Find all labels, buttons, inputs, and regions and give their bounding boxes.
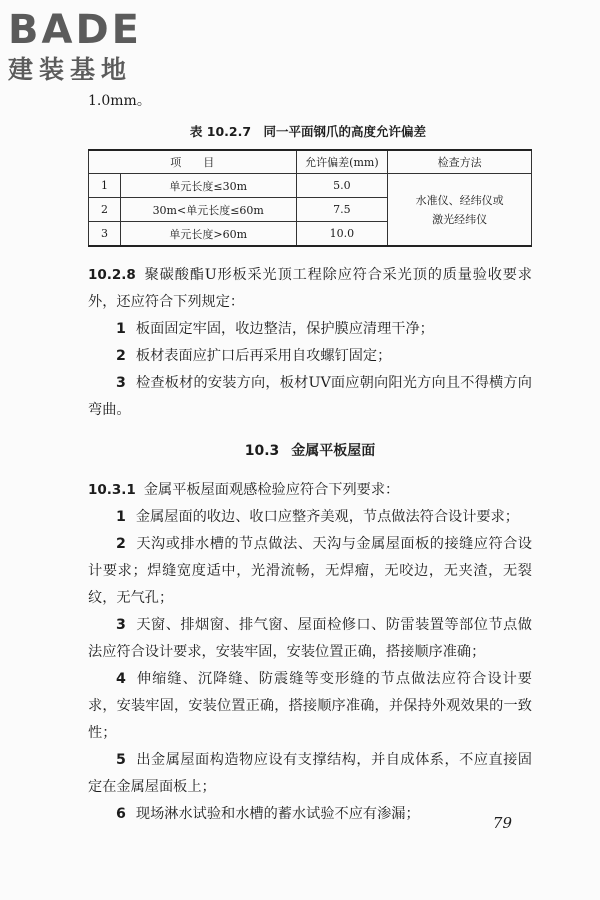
logo-wordmark: BADE bbox=[8, 7, 142, 53]
item-text: 出金属屋面构造物应设有支撑结构，并自成体系，不应直接固定在金属屋面板上； bbox=[88, 752, 532, 795]
row-number: 1 bbox=[89, 174, 121, 198]
item-text: 天沟或排水槽的节点做法、天沟与金属屋面板的接缝应符合设计要求；焊缝宽度适中，光滑流畅，无焊瘤，无咬边，无夹渣，无裂纹，无气孔； bbox=[88, 536, 532, 606]
list-item bbox=[88, 612, 532, 666]
item-text: 伸缩缝、沉降缝、防震缝等变形缝的节点做法应符合设计要求，安装牢固，安装位置正确，搭接顺序准确，并保持外观效果的一致性； bbox=[88, 671, 532, 741]
item-text: 板材表面应扩口后再采用自攻螺钉固定； bbox=[135, 348, 392, 364]
section-title: 金属平板屋面 bbox=[291, 443, 376, 459]
item-number: 3 bbox=[116, 375, 126, 391]
item-text: 现场淋水试验和水槽的蓄水试验不应有渗漏； bbox=[135, 806, 420, 822]
item-number: 5 bbox=[116, 752, 126, 768]
clause-text: 金属平板屋面观感检验应符合下列要求： bbox=[143, 482, 400, 498]
page-number: 79 bbox=[492, 814, 512, 832]
clause-text: 聚碳酸酯U形板采光顶工程除应符合采光顶的质量验收要求外，还应符合下列规定： bbox=[88, 267, 532, 310]
section-number: 10.3 bbox=[244, 443, 280, 459]
header-method: 检查方法 bbox=[388, 150, 532, 174]
row-item: 单元长度>60m bbox=[120, 222, 296, 247]
bade-logo bbox=[8, 8, 178, 88]
list-item bbox=[88, 531, 532, 612]
row-item: 30m<单元长度≤60m bbox=[120, 198, 296, 222]
clause-10-2-8 bbox=[88, 262, 532, 316]
row-tolerance: 10.0 bbox=[296, 222, 388, 247]
list-item bbox=[88, 747, 532, 801]
section-heading bbox=[88, 438, 532, 465]
item-number: 1 bbox=[116, 509, 126, 525]
row-item: 单元长度≤30m bbox=[120, 174, 296, 198]
item-number: 1 bbox=[116, 321, 126, 337]
item-text: 金属屋面的收边、收口应整齐美观，节点做法符合设计要求； bbox=[135, 509, 519, 525]
list-item bbox=[88, 316, 532, 343]
list-item bbox=[88, 666, 532, 747]
table-row bbox=[89, 174, 532, 198]
tolerance-table bbox=[88, 149, 532, 247]
clause-10-3-1 bbox=[88, 477, 532, 504]
item-number: 2 bbox=[116, 536, 126, 552]
row-number: 3 bbox=[89, 222, 121, 247]
item-number: 6 bbox=[116, 806, 126, 822]
header-item: 项 目 bbox=[89, 150, 297, 174]
item-text: 天窗、排烟窗、排气窗、屋面检修口、防雷装置等部位节点做法应符合设计要求，安装牢固，安装位置正确，搭接顺序准确； bbox=[88, 617, 532, 660]
item-number: 4 bbox=[116, 671, 126, 687]
continued-text: 1.0mm。 bbox=[88, 93, 151, 109]
item-number: 2 bbox=[116, 348, 126, 364]
row-number: 2 bbox=[89, 198, 121, 222]
method-line-1: 水准仪、经纬仪或 bbox=[415, 193, 504, 207]
item-text: 板面固定牢固，收边整洁，保护膜应清理干净； bbox=[135, 321, 434, 337]
list-item bbox=[88, 504, 532, 531]
method-line-2: 激光经纬仪 bbox=[432, 212, 488, 226]
list-item bbox=[88, 801, 532, 828]
method-cell bbox=[388, 174, 532, 247]
table-header-row bbox=[89, 150, 532, 174]
header-tolerance: 允许偏差(mm) bbox=[296, 150, 388, 174]
list-item bbox=[88, 343, 532, 370]
clause-number: 10.2.8 bbox=[88, 267, 136, 283]
clause-number: 10.3.1 bbox=[88, 482, 136, 498]
list-item bbox=[88, 370, 532, 424]
row-tolerance: 5.0 bbox=[296, 174, 388, 198]
item-text: 检查板材的安装方向，板材UV面应朝向阳光方向且不得横方向弯曲。 bbox=[88, 375, 532, 418]
item-number: 3 bbox=[116, 617, 126, 633]
body-content bbox=[88, 262, 532, 828]
row-tolerance: 7.5 bbox=[296, 198, 388, 222]
logo-subtitle: 建装基地 bbox=[8, 55, 133, 84]
table-title: 表 10.2.7 同一平面钢爪的高度允许偏差 bbox=[189, 124, 427, 139]
